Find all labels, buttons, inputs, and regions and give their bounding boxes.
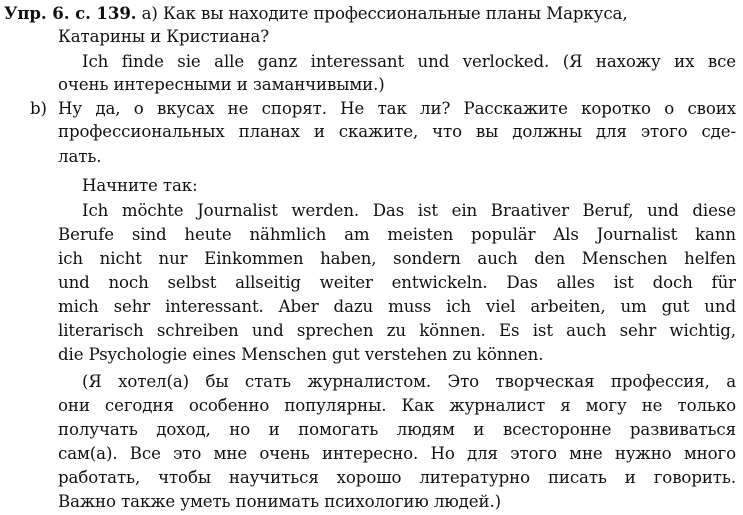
russian-translation-line-3: получать доход, но и помогать людям и всесторонне развиваться <box>58 420 736 439</box>
exercise-label: Упр. 6. с. 139. <box>4 3 137 23</box>
russian-translation-line-4: сам(а). Все это мне очень интересно. Но для этого мне нужно много <box>58 444 736 463</box>
german-answer-line-6: literarisch schreiben und sprechen zu können. Es ist auch sehr wichtig, <box>58 321 736 340</box>
german-answer-line-3: ich nicht nur Einkommen haben, sondern auch den Menschen helfen <box>58 249 736 268</box>
part-a-marker: а) <box>141 4 158 23</box>
exercise-header-line <box>4 2 628 25</box>
russian-translation-line-5: работать, чтобы научиться хорошо литературно писать и говорить. <box>58 468 736 487</box>
part-a-answer-line-1: Ich finde sie alle ganz interessant und verlocked. (Я нахожу их все <box>82 52 736 71</box>
russian-translation-line-6: Важно также уметь понимать психологию людей.) <box>58 492 502 511</box>
russian-translation-line-2: они сегодня особенно популярны. Как журналист я могу не только <box>58 396 736 415</box>
part-b-start-prompt: Начните так: <box>82 176 198 195</box>
part-a-question-line-1: Как вы находите профессиональные планы Маркуса, <box>163 4 628 23</box>
part-a-question-line-2: Катарины и Кристиана? <box>58 27 270 46</box>
german-answer-line-7: die Psychologie eines Menschen gut verstehen zu können. <box>58 345 544 364</box>
part-b-task-line-3: лать. <box>58 147 102 166</box>
part-b-task-line-2: профессиональных планах и скажите, что вы должны для этого сде- <box>58 122 736 141</box>
german-answer-line-2: Berufe sind heute nähmlich am meisten populär Als Journalist kann <box>58 225 736 244</box>
german-answer-line-1: Ich möchte Journalist werden. Das ist ein Braativer Beruf, und diese <box>82 201 736 220</box>
german-answer-line-4: und noch selbst allseitig weiter entwickeln. Das alles ist doch für <box>58 273 736 292</box>
russian-translation-line-1: (Я хотел(а) бы стать журналистом. Это творческая профессия, а <box>82 372 736 391</box>
part-b-marker: b) <box>30 99 47 118</box>
part-b-task-line-1: Ну да, о вкусах не спорят. Не так ли? Расскажите коротко о своих <box>58 99 736 118</box>
german-answer-line-5: mich sehr interessant. Aber dazu muss ich viel arbeiten, um gut und <box>58 297 736 316</box>
part-a-answer-line-2: очень интересными и заманчивыми.) <box>58 75 385 94</box>
